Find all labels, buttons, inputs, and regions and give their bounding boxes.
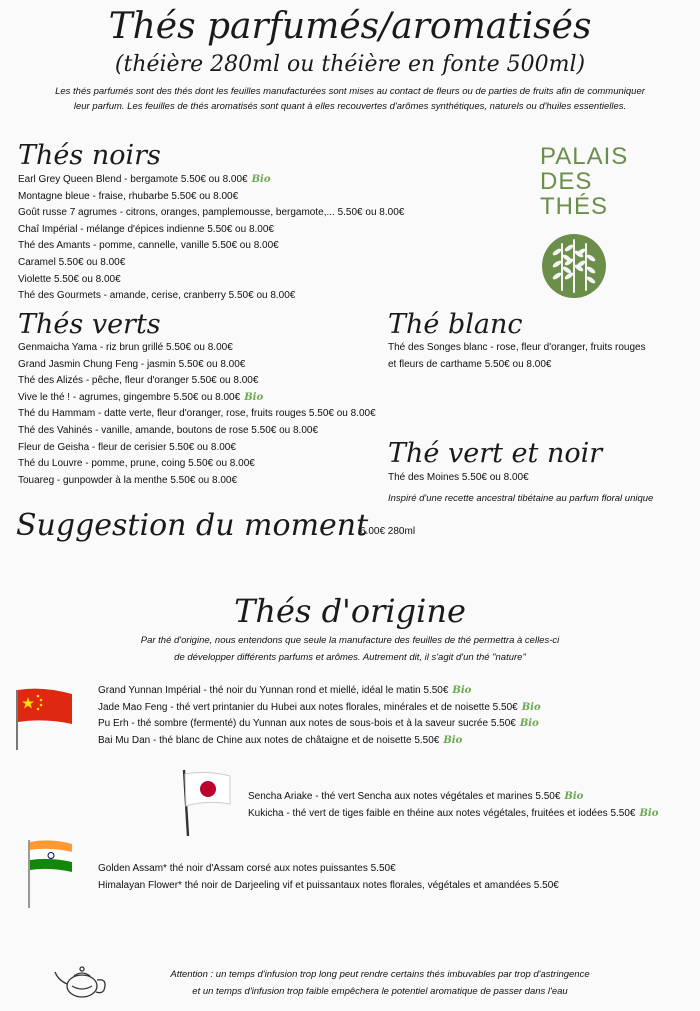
bio-badge: Bio xyxy=(521,701,541,713)
list-item: Genmaicha Yama - riz brun grillé 5.50€ ou 8.00€ xyxy=(18,342,233,353)
list-item: Thé des Gourmets - amande, cerise, cranberry 5.50€ ou 8.00€ xyxy=(18,290,296,302)
list-item: Thé des Alizés - pêche, fleur d'oranger 5.50€ ou 8.00€ xyxy=(18,375,259,387)
section-heading-noirs: Thés noirs xyxy=(18,140,161,171)
list-item: Touareg - gunpowder à la menthe 5.50€ ou 8.00€ xyxy=(18,474,238,486)
list-item: et fleurs de carthame 5.50€ ou 8.00€ xyxy=(388,358,552,370)
list-item: Thé des Songes blanc - rose, fleur d'oranger, fruits rouges xyxy=(388,342,646,353)
list-item xyxy=(98,733,541,750)
list-item: Fleur de Geisha - fleur de cerisier 5.50€ ou 8.00€ xyxy=(18,441,236,453)
list-item xyxy=(248,806,658,823)
item-text: Sencha Ariake - thé vert Sencha aux notes végétales et marines 5.50€ xyxy=(248,791,561,802)
list-item: Thé du Hammam - datte verte, fleur d'oranger, rose, fruits rouges 5.50€ ou 8.00€ xyxy=(18,408,376,420)
list-item xyxy=(98,716,541,733)
page-title: Thés parfumés/aromatisés xyxy=(108,6,592,47)
footer-warning xyxy=(30,966,700,1000)
section-heading-vert-noir: Thé vert et noir xyxy=(388,438,603,469)
bio-badge: Bio xyxy=(452,685,472,696)
list-item: Himalayan Flower* thé noir de Darjeeling vif et puissantaux notes florales, végétales et amandées 5.50€ xyxy=(98,879,559,891)
list-item: Grand Jasmin Chung Feng - jasmin 5.50€ ou 8.00€ xyxy=(18,358,246,370)
china-flag-icon xyxy=(12,686,76,752)
japan-teas-list xyxy=(248,789,658,822)
item-text: Earl Grey Queen Blend - bergamote 5.50€ ou 8.00€ xyxy=(18,174,248,185)
list-item: Chaî Impérial - mélange d'épices indienne 5.50€ ou 8.00€ xyxy=(18,223,274,235)
intro-line: de développer différents parfums et arômes. Autrement dit, il s'agit d'un thé "nature" xyxy=(174,652,526,663)
list-item xyxy=(18,172,404,189)
section-heading-blanc: Thé blanc xyxy=(388,309,523,340)
section-heading-verts: Thés verts xyxy=(18,309,161,340)
list-item: Violette 5.50€ ou 8.00€ xyxy=(18,273,121,285)
bio-badge: Bio xyxy=(519,718,539,730)
item-text: Pu Erh - thé sombre (fermenté) du Yunnan aux notes de sous-bois et à la saveur sucrée 5.50€ xyxy=(98,718,516,730)
japan-flag-icon xyxy=(176,768,234,838)
bio-badge: Bio xyxy=(639,807,659,819)
list-item: Thé du Louvre - pomme, prune, coing 5.50€ ou 8.00€ xyxy=(18,458,255,470)
intro-line: Par thé d'origine, nous entendons que seule la manufacture des feuilles de thé permettra à celles-ci xyxy=(140,635,560,646)
item-text: Vive le thé ! - agrumes, gingembre 5.50€ ou 8.00€ xyxy=(18,391,241,403)
list-item: Thé des Amants - pomme, cannelle, vanille 5.50€ ou 8.00€ xyxy=(18,240,279,252)
page-subtitle: (théière 280ml ou théière en fonte 500ml) xyxy=(114,52,586,77)
logo-line: THÉS xyxy=(540,193,609,220)
logo-line: DES xyxy=(540,168,593,195)
intro-line: leur parfum. Les feuilles de thés aromatisés sont quant à elles recouvertes d'arômes synthétiques, naturels ou d'huiles essentielles. xyxy=(73,101,627,112)
logo-line: PALAIS xyxy=(540,143,629,170)
suggestion-price: 6.00€ 280ml xyxy=(360,526,416,537)
list-item: Thé des Moines 5.50€ ou 8.00€ xyxy=(388,472,529,483)
suggestion-heading: Suggestion du moment xyxy=(16,508,369,543)
list-item: Thé des Vahinés - vanille, amande, boutons de rose 5.50€ ou 8.00€ xyxy=(18,424,319,436)
item-text: Jade Mao Feng - thé vert printanier du Hubei aux notes florales, minérales et de noisette 5.50€ xyxy=(98,701,518,713)
bio-badge: Bio xyxy=(244,391,264,403)
verts-list xyxy=(18,340,376,489)
leaf-emblem-icon xyxy=(540,232,608,300)
list-item: Montagne bleue - fraise, rhubarbe 5.50€ ou 8.00€ xyxy=(18,190,239,202)
list-item: Caramel 5.50€ ou 8.00€ xyxy=(18,256,126,268)
item-text: Grand Yunnan Impérial - thé noir du Yunnan rond et miellé, idéal le matin 5.50€ xyxy=(98,685,449,696)
india-teas-list xyxy=(98,861,559,894)
list-item: Goût russe 7 agrumes - citrons, oranges, pamplemousse, bergamote,... 5.50€ ou 8.00€ xyxy=(18,207,405,219)
palais-des-thes-logo xyxy=(540,144,628,219)
item-text: Bai Mu Dan - thé blanc de Chine aux notes de châtaigne et de noisette 5.50€ xyxy=(98,734,440,746)
item-text: Kukicha - thé vert de tiges faible en théine aux notes végétales, fruitées et iodées 5.50€ xyxy=(248,807,636,819)
vert-noir-note: Inspiré d'une recette ancestral tibétaine au parfum floral unique xyxy=(388,493,654,504)
list-item xyxy=(248,789,658,806)
list-item: Golden Assam* thé noir d'Assam corsé aux notes puissantes 5.50€ xyxy=(98,863,396,874)
footer-line: et un temps d'infusion trop faible empêchera le potentiel aromatique de passer dans l'eau xyxy=(192,986,568,997)
bio-badge: Bio xyxy=(443,734,463,746)
section-heading-origine: Thés d'origine xyxy=(234,592,466,630)
bio-badge: Bio xyxy=(251,174,271,185)
list-item xyxy=(98,683,541,700)
intro-text xyxy=(14,84,686,114)
intro-line: Les thés parfumés sont des thés dont les feuilles manufacturées sont mises au contact de fleurs ou de parties de fruits afin de communiquer xyxy=(55,86,645,97)
origine-intro xyxy=(0,632,700,666)
india-flag-icon xyxy=(24,838,76,910)
footer-line: Attention : un temps d'infusion trop long peut rendre certains thés imbuvables par trop d'astringence xyxy=(170,969,590,980)
blanc-list xyxy=(388,340,646,373)
list-item xyxy=(98,700,541,717)
noirs-list xyxy=(18,172,404,305)
bio-badge: Bio xyxy=(564,791,584,802)
list-item xyxy=(18,390,376,407)
china-teas-list xyxy=(98,683,541,749)
